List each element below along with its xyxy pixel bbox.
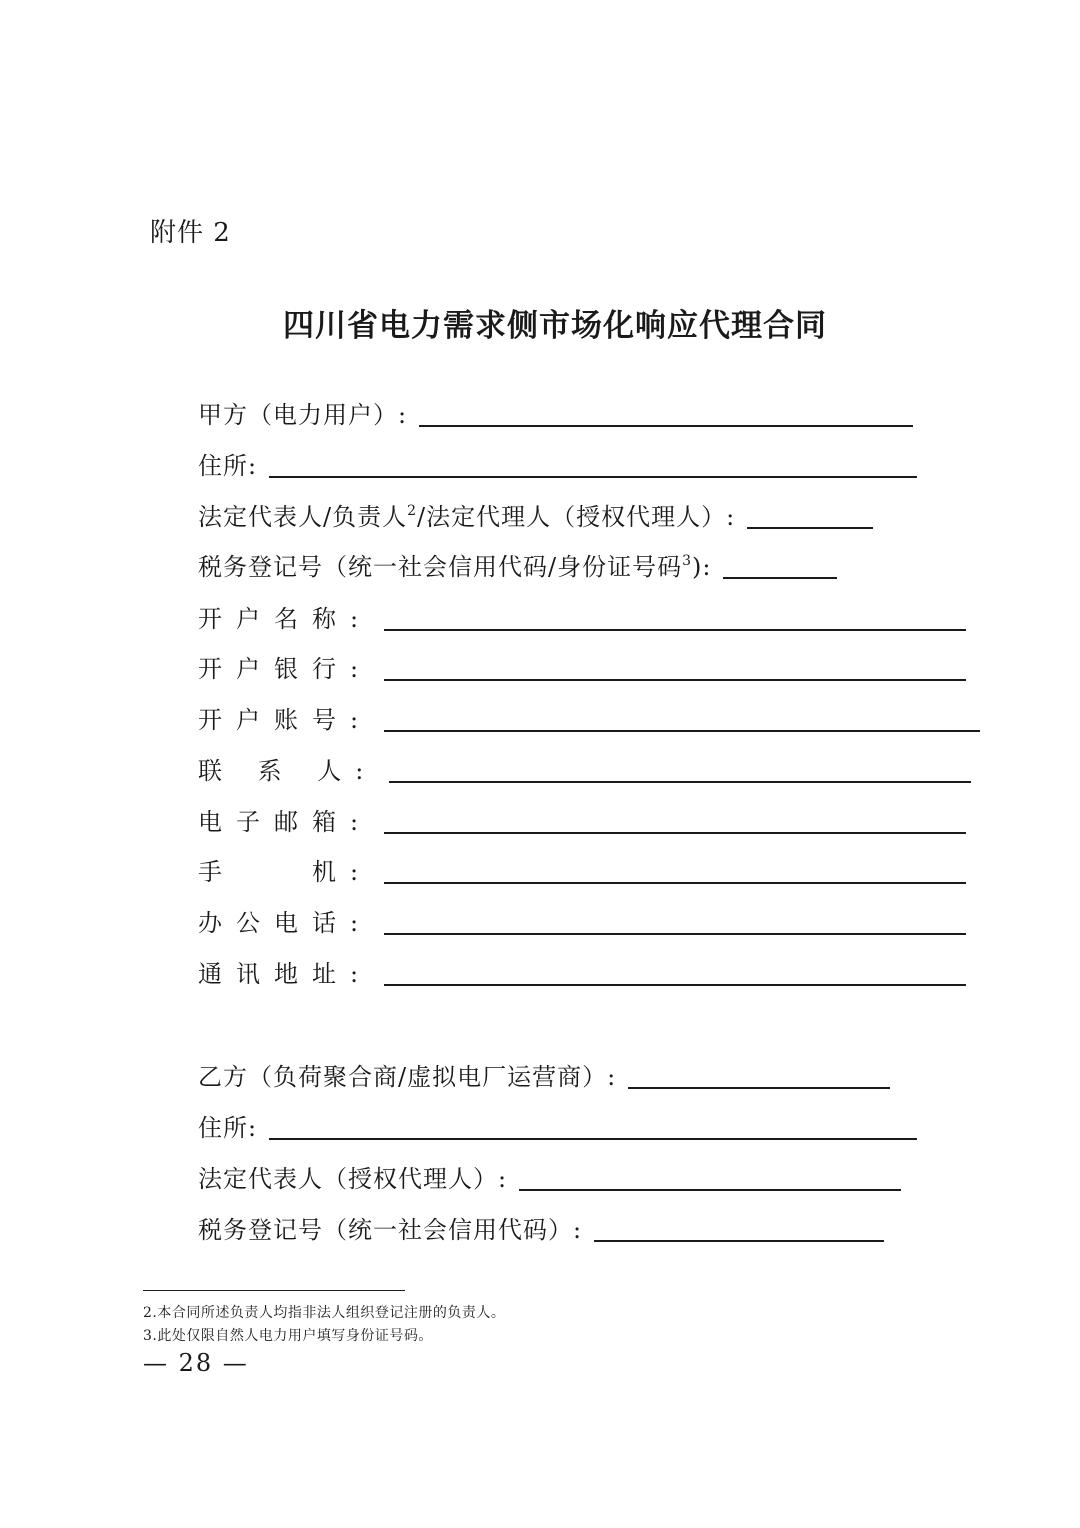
party-a-account-name-field (198, 600, 966, 634)
attachment-label: 附件 2 (150, 218, 231, 248)
party-a-address-field (198, 447, 917, 481)
party-b-tax-id-blank[interactable] (594, 1240, 884, 1242)
party-a-contact-blank[interactable] (389, 781, 971, 783)
party-b-legal-rep-blank[interactable] (519, 1189, 901, 1191)
party-a-bank-field (198, 650, 966, 684)
party-a-mail-address-blank[interactable] (384, 984, 966, 986)
party-a-mail-address-label: 通讯地址: (198, 960, 373, 988)
party-a-name-field (198, 396, 913, 430)
party-a-account-no-field (198, 701, 980, 735)
party-a-address-blank[interactable] (269, 476, 917, 478)
party-a-contact-label: 联 系 人: (198, 757, 378, 785)
party-a-office-phone-label: 办公电话: (198, 909, 373, 937)
party-a-email-field (198, 803, 966, 837)
party-b-address-blank[interactable] (269, 1138, 917, 1140)
party-a-mobile-field (198, 853, 966, 887)
party-b-address-field (198, 1109, 917, 1143)
page-number: — 28 — (143, 1349, 249, 1377)
party-a-account-name-blank[interactable] (384, 629, 966, 631)
party-b-name-blank[interactable] (628, 1087, 890, 1089)
party-a-legal-rep-field (198, 498, 873, 532)
party-a-name-blank[interactable] (419, 425, 913, 427)
document-title: 四川省电力需求侧市场化响应代理合同 (283, 308, 827, 344)
party-a-contact-field (198, 752, 971, 786)
party-a-mobile-label: 手 机: (198, 858, 373, 886)
party-a-bank-blank[interactable] (384, 679, 966, 681)
party-b-name-field (198, 1058, 890, 1092)
party-b-legal-rep-field (198, 1160, 901, 1194)
party-a-office-phone-field (198, 904, 966, 938)
party-b-address-label: 住所: (198, 1114, 258, 1142)
party-b-name-label: 乙方（负荷聚合商/虚拟电厂运营商）: (198, 1063, 617, 1091)
party-a-account-no-label: 开户账号: (198, 706, 373, 734)
footnote-divider (143, 1290, 405, 1291)
party-a-tax-id-label: 税务登记号（统一社会信用代码/身份证号码$^3$): (198, 553, 712, 581)
party-a-account-no-blank[interactable] (384, 730, 980, 732)
party-a-tax-id-blank[interactable] (723, 577, 837, 579)
party-a-email-blank[interactable] (384, 832, 966, 834)
party-a-legal-rep-blank[interactable] (747, 527, 873, 529)
party-a-name-label: 甲方（电力用户）: (198, 401, 408, 429)
party-a-tax-id-field (198, 548, 837, 582)
party-a-mobile-blank[interactable] (384, 882, 966, 884)
party-b-tax-id-field (198, 1211, 884, 1245)
footnote-2: 2.本合同所述负责人均指非法人组织登记注册的负责人。 (143, 1305, 506, 1321)
party-a-address-label: 住所: (198, 452, 258, 480)
party-b-tax-id-label: 税务登记号（统一社会信用代码）: (198, 1216, 583, 1244)
footnote-3: 3.此处仅限自然人电力用户填写身份证号码。 (143, 1328, 433, 1344)
party-a-office-phone-blank[interactable] (384, 933, 966, 935)
party-a-legal-rep-label: 法定代表人/负责人$^2$/法定代理人（授权代理人）: (198, 503, 736, 531)
party-a-email-label: 电子邮箱: (198, 808, 373, 836)
party-b-legal-rep-label: 法定代表人（授权代理人）: (198, 1165, 508, 1193)
party-a-mail-address-field (198, 955, 966, 989)
party-a-bank-label: 开户银行: (198, 655, 373, 683)
party-a-account-name-label: 开户名称: (198, 605, 373, 633)
